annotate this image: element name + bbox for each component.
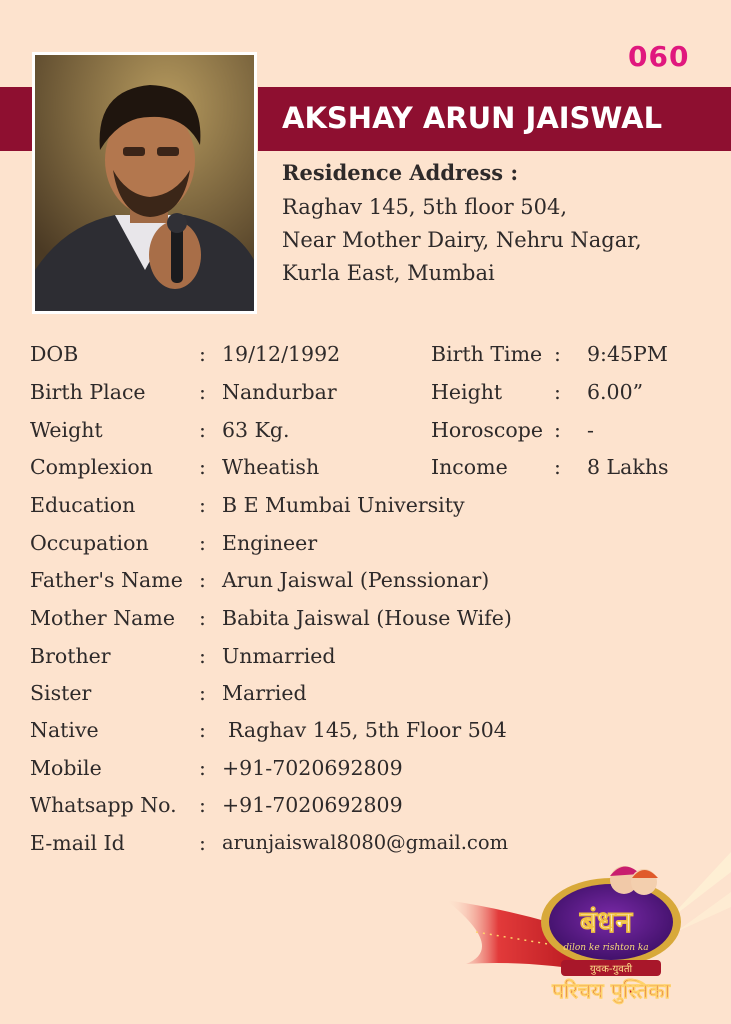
- separator: :: [199, 681, 206, 705]
- residence-address-heading: Residence Address :: [282, 160, 519, 185]
- detail-row-sister: [0, 681, 731, 711]
- logo-bottom-text: परिचय पुस्तिका: [552, 979, 670, 1003]
- detail-label: Birth Place: [30, 380, 146, 404]
- detail-label: Mother Name: [30, 606, 175, 630]
- detail-row-brother: [0, 644, 731, 674]
- detail-label: Whatsapp No.: [30, 793, 177, 817]
- detail-value: +91-7020692809: [222, 793, 403, 817]
- detail-row-father-name: [0, 568, 731, 598]
- separator: :: [199, 493, 206, 517]
- detail-row-dob: [0, 342, 731, 372]
- address-line-3: Kurla East, Mumbai: [282, 261, 495, 285]
- detail-label: E-mail Id: [30, 831, 125, 855]
- separator: :: [554, 418, 561, 442]
- detail-value: Married: [222, 681, 307, 705]
- detail-row-occupation: [0, 531, 731, 561]
- detail-value: Wheatish: [222, 455, 320, 479]
- detail-value: 8 Lakhs: [587, 455, 669, 479]
- detail-label: Income: [431, 455, 508, 479]
- detail-value: Babita Jaiswal (House Wife): [222, 606, 512, 630]
- detail-value: 9:45PM: [587, 342, 668, 366]
- separator: :: [199, 342, 206, 366]
- detail-label: Education: [30, 493, 136, 517]
- detail-value: arunjaiswal8080@gmail.com: [222, 831, 509, 854]
- banner-left-strip: [0, 87, 32, 151]
- separator: :: [199, 418, 206, 442]
- detail-row-birth-place: [0, 380, 731, 410]
- detail-value: 63 Kg.: [222, 418, 290, 442]
- detail-row-native: [0, 718, 731, 748]
- logo-subtitle: युवक-युवती: [589, 964, 633, 975]
- detail-label: Height: [431, 380, 503, 404]
- detail-row-weight: [0, 418, 731, 448]
- detail-label: Horoscope: [431, 418, 543, 442]
- detail-value: 19/12/1992: [222, 342, 341, 366]
- bandhan-logo: [446, 852, 731, 1024]
- separator: :: [199, 793, 206, 817]
- detail-value: -: [587, 418, 594, 442]
- detail-label: Occupation: [30, 531, 149, 555]
- profile-number: 060: [628, 40, 690, 73]
- detail-value: Unmarried: [222, 644, 336, 668]
- detail-label: Brother: [30, 644, 111, 668]
- detail-label: Sister: [30, 681, 92, 705]
- separator: :: [199, 831, 206, 855]
- detail-row-mother-name: [0, 606, 731, 636]
- logo-tagline: dilon ke rishton ka: [563, 943, 649, 953]
- detail-value: Raghav 145, 5th Floor 504: [228, 718, 507, 742]
- detail-value: Nandurbar: [222, 380, 337, 404]
- detail-label: Native: [30, 718, 99, 742]
- separator: :: [554, 455, 561, 479]
- separator: :: [199, 756, 206, 780]
- detail-label: Birth Time: [431, 342, 543, 366]
- logo-title: बंधन: [579, 905, 633, 940]
- detail-label: Mobile: [30, 756, 102, 780]
- separator: :: [554, 342, 561, 366]
- detail-value: Arun Jaiswal (Penssionar): [222, 568, 490, 592]
- separator: :: [199, 568, 206, 592]
- separator: :: [199, 531, 206, 555]
- detail-label: Complexion: [30, 455, 153, 479]
- separator: :: [199, 718, 206, 742]
- detail-value: Engineer: [222, 531, 318, 555]
- separator: :: [199, 455, 206, 479]
- profile-photo: [32, 52, 257, 314]
- candidate-name: AKSHAY ARUN JAISWAL: [282, 101, 663, 135]
- detail-row-complexion: [0, 455, 731, 485]
- detail-label: Weight: [30, 418, 103, 442]
- separator: :: [199, 644, 206, 668]
- detail-value: +91-7020692809: [222, 756, 403, 780]
- address-line-1: Raghav 145, 5th floor 504,: [282, 195, 568, 219]
- separator: :: [554, 380, 561, 404]
- detail-row-education: [0, 493, 731, 523]
- detail-value: B E Mumbai University: [222, 493, 465, 517]
- portrait-illustration: [35, 55, 254, 311]
- detail-row-mobile: [0, 756, 731, 786]
- separator: :: [199, 380, 206, 404]
- detail-row-whatsapp: [0, 793, 731, 823]
- address-line-2: Near Mother Dairy, Nehru Nagar,: [282, 228, 642, 252]
- detail-label: DOB: [30, 342, 79, 366]
- detail-label: Father's Name: [30, 568, 183, 592]
- detail-value: 6.00”: [587, 380, 644, 404]
- separator: :: [199, 606, 206, 630]
